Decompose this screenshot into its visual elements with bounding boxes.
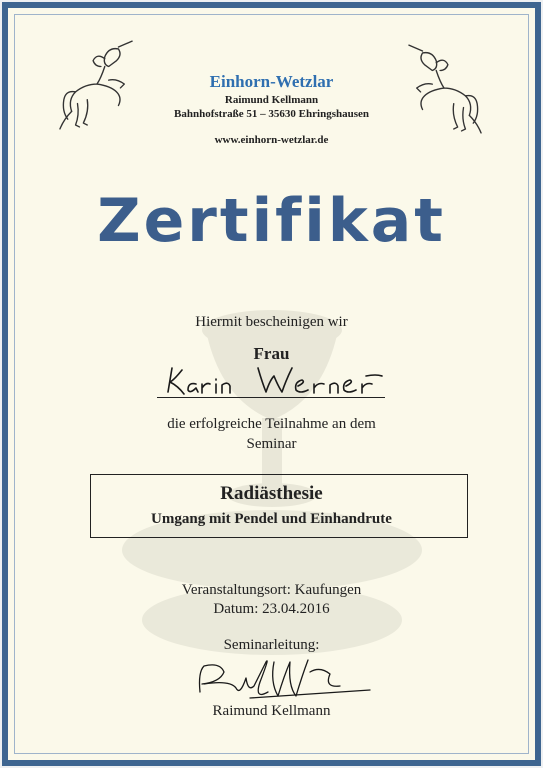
date-text: Datum: 23.04.2016 [213, 601, 330, 617]
organization-address: Bahnhofstraße 51 – 35630 Ehringshausen [174, 108, 369, 120]
seminar-lead-label: Seminarleitung: [223, 637, 320, 653]
organization-website: www.einhorn-wetzlar.de [214, 134, 329, 146]
description-line-1: die erfolgreiche Teilnahme an dem [167, 416, 376, 432]
recipient-name-line [157, 397, 385, 398]
salutation: Frau [253, 344, 290, 363]
organization-person: Raimund Kellmann [224, 94, 319, 106]
handwritten-recipient-name [166, 362, 386, 400]
course-subtitle: Umgang mit Pendel und Einhandrute [151, 511, 392, 527]
intro-text: Hiermit bescheinigen wir [195, 314, 348, 330]
description-line-2: Seminar [246, 436, 297, 452]
certificate-title: Zertifikat [97, 186, 446, 256]
venue-text: Veranstaltungsort: Kaufungen [181, 582, 362, 598]
signature [190, 652, 380, 708]
seminar-lead-name: Raimund Kellmann [212, 703, 331, 719]
recipient-name [0, 0, 1, 1]
course-title: Radiästhesie [220, 483, 323, 504]
organization-name: Einhorn-Wetzlar [209, 72, 334, 91]
